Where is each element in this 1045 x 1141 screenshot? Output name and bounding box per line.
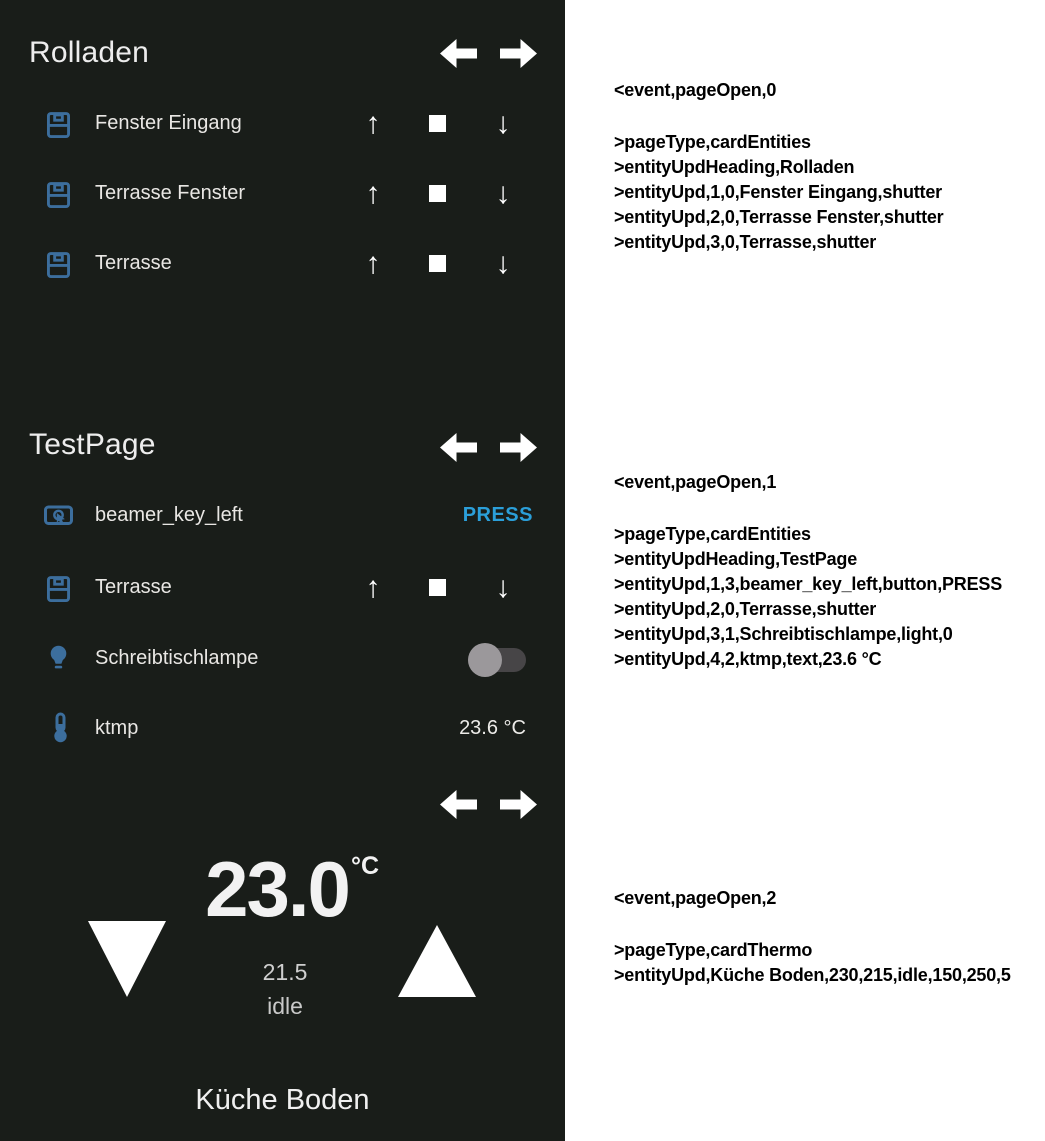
protocol-line: <event,pageOpen,1 [614,472,777,492]
current-temperature: 23.0 [205,845,349,933]
shutter-down-button[interactable]: ↓ [495,247,511,280]
thermostat-name: Küche Boden [195,1084,370,1116]
protocol-line: >entityUpd,3,1,Schreibtischlampe,light,0 [614,624,953,644]
shutter-icon [47,182,70,213]
protocol-line: >pageType,cardEntities [614,524,811,544]
protocol-line: >entityUpdHeading,Rolladen [614,157,855,177]
shutter-icon [47,252,70,283]
nav-next-button[interactable] [500,38,537,69]
protocol-block-pageopen-2 [614,886,1034,988]
hvac-state: idle [267,993,303,1019]
protocol-line: <event,pageOpen,0 [614,80,777,100]
protocol-line: <event,pageOpen,2 [614,888,777,908]
nav-prev-button[interactable] [440,789,477,820]
entity-label: Fenster Eingang [95,112,242,134]
protocol-line: >entityUpdHeading,TestPage [614,549,858,569]
nav-next-button[interactable] [500,789,537,820]
page-title: Rolladen [29,36,150,69]
shutter-stop-button[interactable] [429,255,446,272]
button-tap-icon [44,504,73,536]
shutter-down-button[interactable]: ↓ [495,571,511,604]
light-toggle-switch[interactable] [468,643,526,677]
protocol-block-pageopen-0 [614,78,1034,255]
shutter-stop-button[interactable] [429,579,446,596]
arrow-left-icon [440,789,477,820]
entity-value: 23.6 °C [459,717,526,739]
arrow-left-icon [440,38,477,69]
protocol-line: >pageType,cardEntities [614,132,811,152]
temperature-unit: °C [351,852,380,880]
protocol-line: >entityUpd,4,2,ktmp,text,23.6 °C [614,649,882,669]
protocol-line: >entityUpd,2,0,Terrasse,shutter [614,599,877,619]
temp-increase-button[interactable] [398,925,476,997]
temp-decrease-button[interactable] [88,921,166,997]
press-button[interactable]: PRESS [462,504,533,526]
shutter-up-button[interactable]: ↑ [365,107,381,140]
entity-label: Schreibtischlampe [95,647,259,669]
protocol-line: >entityUpd,1,3,beamer_key_left,button,PRESS [614,574,1003,594]
shutter-icon [47,112,70,143]
nav-prev-button[interactable] [440,432,477,463]
shutter-up-button[interactable]: ↑ [365,571,381,604]
entity-label: ktmp [95,717,139,739]
shutter-up-button[interactable]: ↑ [365,177,381,210]
shutter-up-button[interactable]: ↑ [365,247,381,280]
entity-label: Terrasse [95,576,172,598]
shutter-stop-button[interactable] [429,185,446,202]
entity-label: Terrasse Fenster [95,182,246,204]
nav-next-button[interactable] [500,432,537,463]
target-temperature: 21.5 [262,959,308,985]
shutter-icon [47,576,70,607]
shutter-stop-button[interactable] [429,115,446,132]
protocol-block-pageopen-1 [614,470,1034,672]
arrow-left-icon [440,432,477,463]
protocol-line: >entityUpd,3,0,Terrasse,shutter [614,232,877,252]
protocol-line: >entityUpd,1,0,Fenster Eingang,shutter [614,182,942,202]
nav-prev-button[interactable] [440,38,477,69]
shutter-down-button[interactable]: ↓ [495,107,511,140]
thermometer-icon [50,712,71,748]
shutter-down-button[interactable]: ↓ [495,177,511,210]
entity-label: Terrasse [95,252,172,274]
entity-label: beamer_key_left [95,504,243,526]
arrow-right-icon [500,432,537,463]
arrow-right-icon [500,789,537,820]
protocol-line: >entityUpd,Küche Boden,230,215,idle,150,250,5 [614,965,1011,985]
toggle-knob [468,643,502,677]
protocol-line: >pageType,cardThermo [614,940,813,960]
page-title: TestPage [29,428,156,461]
protocol-line: >entityUpd,2,0,Terrasse Fenster,shutter [614,207,944,227]
arrow-right-icon [500,38,537,69]
lightbulb-icon [46,644,71,677]
